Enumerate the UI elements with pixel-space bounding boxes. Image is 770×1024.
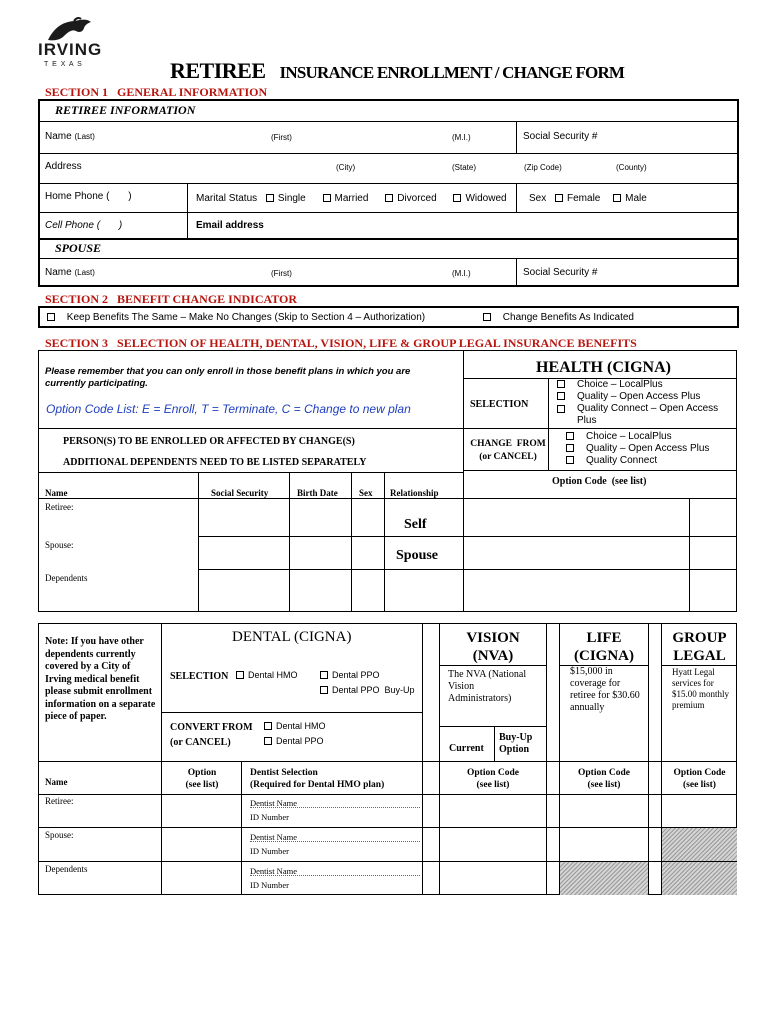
lower-name-header: Name xyxy=(45,777,68,787)
choice-checkbox[interactable] xyxy=(557,380,565,388)
spouse-label: SPOUSE xyxy=(55,241,102,255)
logo-subtitle: T E X A S xyxy=(44,61,83,68)
legal-title-line1: GROUP xyxy=(672,630,727,646)
keep-benefits-checkbox[interactable] xyxy=(47,313,55,321)
dental-hmo-checkbox[interactable] xyxy=(236,671,244,679)
health-selection-options xyxy=(557,379,727,427)
divorced-label: Divorced xyxy=(397,193,437,204)
legal-dependents-hatched-cell xyxy=(662,862,737,895)
lower-retiree-label: Retiree: xyxy=(45,796,74,806)
change-benefits-checkbox[interactable] xyxy=(483,313,491,321)
self-relationship: Self xyxy=(404,517,427,532)
retiree-dentist-name-label: Dentist Name xyxy=(250,798,297,808)
ssn-label: Social Security # xyxy=(523,131,598,142)
retiree-info-label: RETIREE INFORMATION xyxy=(55,103,196,117)
dental-ppo-option: Dental PPO xyxy=(320,670,380,680)
keep-benefits-label: Keep Benefits The Same – Make No Changes (Skip to Section 4 – Authorization) xyxy=(66,312,426,323)
dependents-dentist-name-label: Dentist Name xyxy=(250,866,297,876)
county-label: (County) xyxy=(616,163,647,172)
marital-status-label: Marital Status xyxy=(196,193,258,204)
health-change-options xyxy=(566,431,709,467)
life-title-line1: LIFE xyxy=(586,630,622,646)
convert-dental-ppo-option: Dental PPO xyxy=(264,736,324,746)
spouse-first-label: (First) xyxy=(271,269,292,278)
vision-description: The NVA (National Vision Administrators) xyxy=(448,669,527,704)
zip-label: (Zip Code) xyxy=(524,163,562,172)
marital-status-row xyxy=(196,193,507,204)
life-title xyxy=(560,629,648,665)
dentist-selection-header xyxy=(250,767,384,791)
col-birthdate-header: Birth Date xyxy=(297,488,338,498)
vision-option-code-text: Option Code xyxy=(467,768,519,778)
name-text: Name xyxy=(45,131,72,142)
first-label: (First) xyxy=(271,133,292,142)
spouse-ssn-label: Social Security # xyxy=(523,267,598,278)
spouse-row-label: Spouse: xyxy=(45,540,74,550)
dental-see-list: (see list) xyxy=(185,780,219,790)
state-label: (State) xyxy=(452,163,477,172)
city-label: (City) xyxy=(336,163,356,172)
dental-hmo-option: Dental HMO xyxy=(236,670,298,680)
col-relationship-header: Relationship xyxy=(390,488,439,498)
life-option-code-text: Option Code xyxy=(578,768,630,778)
married-checkbox[interactable] xyxy=(323,194,331,202)
sex-row xyxy=(529,193,647,204)
life-title-line2: (CIGNA) xyxy=(574,648,634,664)
divorced-checkbox[interactable] xyxy=(385,194,393,202)
retiree-id-number-label: ID Number xyxy=(250,812,289,822)
legal-see-list: (see list) xyxy=(683,780,716,790)
change-quality-connect-checkbox[interactable] xyxy=(566,456,574,464)
lower-dependents-label: Dependents xyxy=(45,864,88,874)
additional-heading: ADDITIONAL DEPENDENTS NEED TO BE LISTED SEPARATELY xyxy=(63,457,367,468)
spouse-name-text: Name xyxy=(45,267,72,278)
dependents-note: Note: If you have other dependents currently covered by a City of Irving medical benefit please submit enrollment information on a separate piece of paper. xyxy=(45,636,156,722)
legal-option-code-text: Option Code xyxy=(673,768,726,778)
logo-wordmark: IRVING xyxy=(38,40,103,59)
section1-heading: SECTION 1 GENERAL INFORMATION xyxy=(45,85,268,99)
vision-option-text: Option xyxy=(499,744,530,755)
cell-phone-label xyxy=(45,220,122,231)
life-dependents-hatched-cell xyxy=(560,862,648,895)
widowed-checkbox[interactable] xyxy=(453,194,461,202)
section3-heading: SECTION 3 SELECTION OF HEALTH, DENTAL, VISION, LIFE & GROUP LEGAL INSURANCE BENEFITS xyxy=(45,336,637,350)
vision-see-list: (see list) xyxy=(476,780,510,790)
change-quality-checkbox[interactable] xyxy=(566,444,574,452)
horse-head-icon xyxy=(44,16,94,42)
female-checkbox[interactable] xyxy=(555,194,563,202)
convert-dental-hmo-checkbox[interactable] xyxy=(264,722,272,730)
vision-option-code-header xyxy=(440,767,546,791)
legal-title xyxy=(662,629,737,665)
title-rest: INSURANCE ENROLLMENT / CHANGE FORM xyxy=(279,63,625,82)
single-label: Single xyxy=(277,193,306,204)
sex-label: Sex xyxy=(529,193,547,204)
change-choice: Choice – LocalPlus xyxy=(566,431,709,443)
life-option-code-header xyxy=(560,767,648,791)
keep-benefits-option xyxy=(47,312,425,323)
spouse-id-number-label: ID Number xyxy=(250,846,289,856)
convert-dental-hmo-option: Dental HMO xyxy=(264,721,326,731)
or-cancel-text: (or CANCEL) xyxy=(479,452,537,462)
life-see-list: (see list) xyxy=(587,780,621,790)
lower-spouse-label: Spouse: xyxy=(45,830,74,840)
name-label xyxy=(45,131,95,142)
dependents-id-number-label: ID Number xyxy=(250,880,289,890)
health-title: HEALTH (CIGNA) xyxy=(536,359,671,376)
mi-label: (M.I.) xyxy=(452,133,471,142)
health-option-quality-connect: Quality Connect – Open Access Plus xyxy=(557,403,727,427)
col-name-header: Name xyxy=(45,488,68,498)
address-label: Address xyxy=(45,161,82,172)
form-title xyxy=(170,58,624,84)
dentist-required-text: (Required for Dental HMO plan) xyxy=(250,780,385,790)
vision-current-label: Current xyxy=(449,743,484,754)
vision-title xyxy=(440,629,546,665)
change-from-text: CHANGE FROM xyxy=(470,439,546,449)
quality-checkbox[interactable] xyxy=(557,392,565,400)
persons-heading: PERSON(S) TO BE ENROLLED OR AFFECTED BY CHANGE(S) xyxy=(63,436,355,447)
vision-title-line1: VISION xyxy=(466,630,520,646)
last-text: (Last) xyxy=(74,132,95,141)
remember-note: Please remember that you can only enroll in those benefit plans in which you are currently participating. xyxy=(45,366,411,389)
vision-title-line2: (NVA) xyxy=(472,648,514,664)
title-retiree: RETIREE xyxy=(170,58,266,83)
dental-option-header xyxy=(162,767,242,791)
dental-ppo-buyup-option: Dental PPO Buy-Up xyxy=(320,685,415,695)
spouse-mi-label: (M.I.) xyxy=(452,269,471,278)
dental-selection-label: SELECTION xyxy=(170,671,229,682)
dental-option-text: Option xyxy=(187,768,217,778)
cell-phone-text: Cell Phone ( xyxy=(45,220,101,231)
convert-from-label: CONVERT FROM xyxy=(170,722,253,733)
dependents-row-label: Dependents xyxy=(45,573,88,583)
col-ssn-header: Social Security xyxy=(211,488,269,498)
dental-ppo-buyup-checkbox[interactable] xyxy=(320,686,328,694)
option-code-list: Option Code List: E = Enroll, T = Terminate, C = Change to new plan xyxy=(46,402,411,416)
home-phone-label xyxy=(45,191,132,202)
male-checkbox[interactable] xyxy=(613,194,621,202)
health-option-quality: Quality – Open Access Plus xyxy=(557,391,727,403)
single-checkbox[interactable] xyxy=(266,194,274,202)
change-choice-checkbox[interactable] xyxy=(566,432,574,440)
legal-description: Hyatt Legal services for $15.00 monthly premium xyxy=(672,667,730,710)
legal-spouse-hatched-cell xyxy=(662,828,737,861)
male-label: Male xyxy=(625,193,647,204)
vision-buyup-label xyxy=(499,732,532,756)
change-benefits-option xyxy=(483,312,634,323)
email-label: Email address xyxy=(196,220,264,231)
legal-title-line2: LEGAL xyxy=(673,648,726,664)
life-description: $15,000 in coverage for retiree for $30.60 annually xyxy=(570,666,640,713)
quality-connect-checkbox[interactable] xyxy=(557,405,565,413)
change-benefits-label: Change Benefits As Indicated xyxy=(502,312,634,323)
change-quality: Quality – Open Access Plus xyxy=(566,443,709,455)
married-label: Married xyxy=(334,193,369,204)
spouse-last-text: (Last) xyxy=(74,268,95,277)
female-label: Female xyxy=(567,193,601,204)
spouse-name-label xyxy=(45,267,95,278)
convert-dental-ppo-checkbox[interactable] xyxy=(264,737,272,745)
change-from-label xyxy=(470,438,546,464)
cell-phone-close: ) xyxy=(118,220,123,231)
col-sex-header: Sex xyxy=(359,488,373,498)
widowed-label: Widowed xyxy=(465,193,507,204)
legal-option-code-header xyxy=(662,767,737,791)
section2-heading: SECTION 2 BENEFIT CHANGE INDICATOR xyxy=(45,292,298,306)
dental-title: DENTAL (CIGNA) xyxy=(232,629,352,645)
spouse-relationship: Spouse xyxy=(396,548,439,563)
home-phone-text: Home Phone ( xyxy=(45,191,110,202)
retiree-row-label: Retiree: xyxy=(45,502,74,512)
spouse-dentist-name-label: Dentist Name xyxy=(250,832,297,842)
dentist-selection-text: Dentist Selection xyxy=(250,768,318,778)
change-quality-connect: Quality Connect xyxy=(566,455,709,467)
convert-or-cancel-label: (or CANCEL) xyxy=(170,737,231,748)
health-selection-label: SELECTION xyxy=(470,399,529,410)
vision-buyup-text: Buy-Up xyxy=(499,732,533,743)
dental-ppo-checkbox[interactable] xyxy=(320,671,328,679)
home-phone-close: ) xyxy=(128,191,132,202)
health-option-code-label: Option Code (see list) xyxy=(552,476,647,487)
health-option-choice: Choice – LocalPlus xyxy=(557,379,727,391)
